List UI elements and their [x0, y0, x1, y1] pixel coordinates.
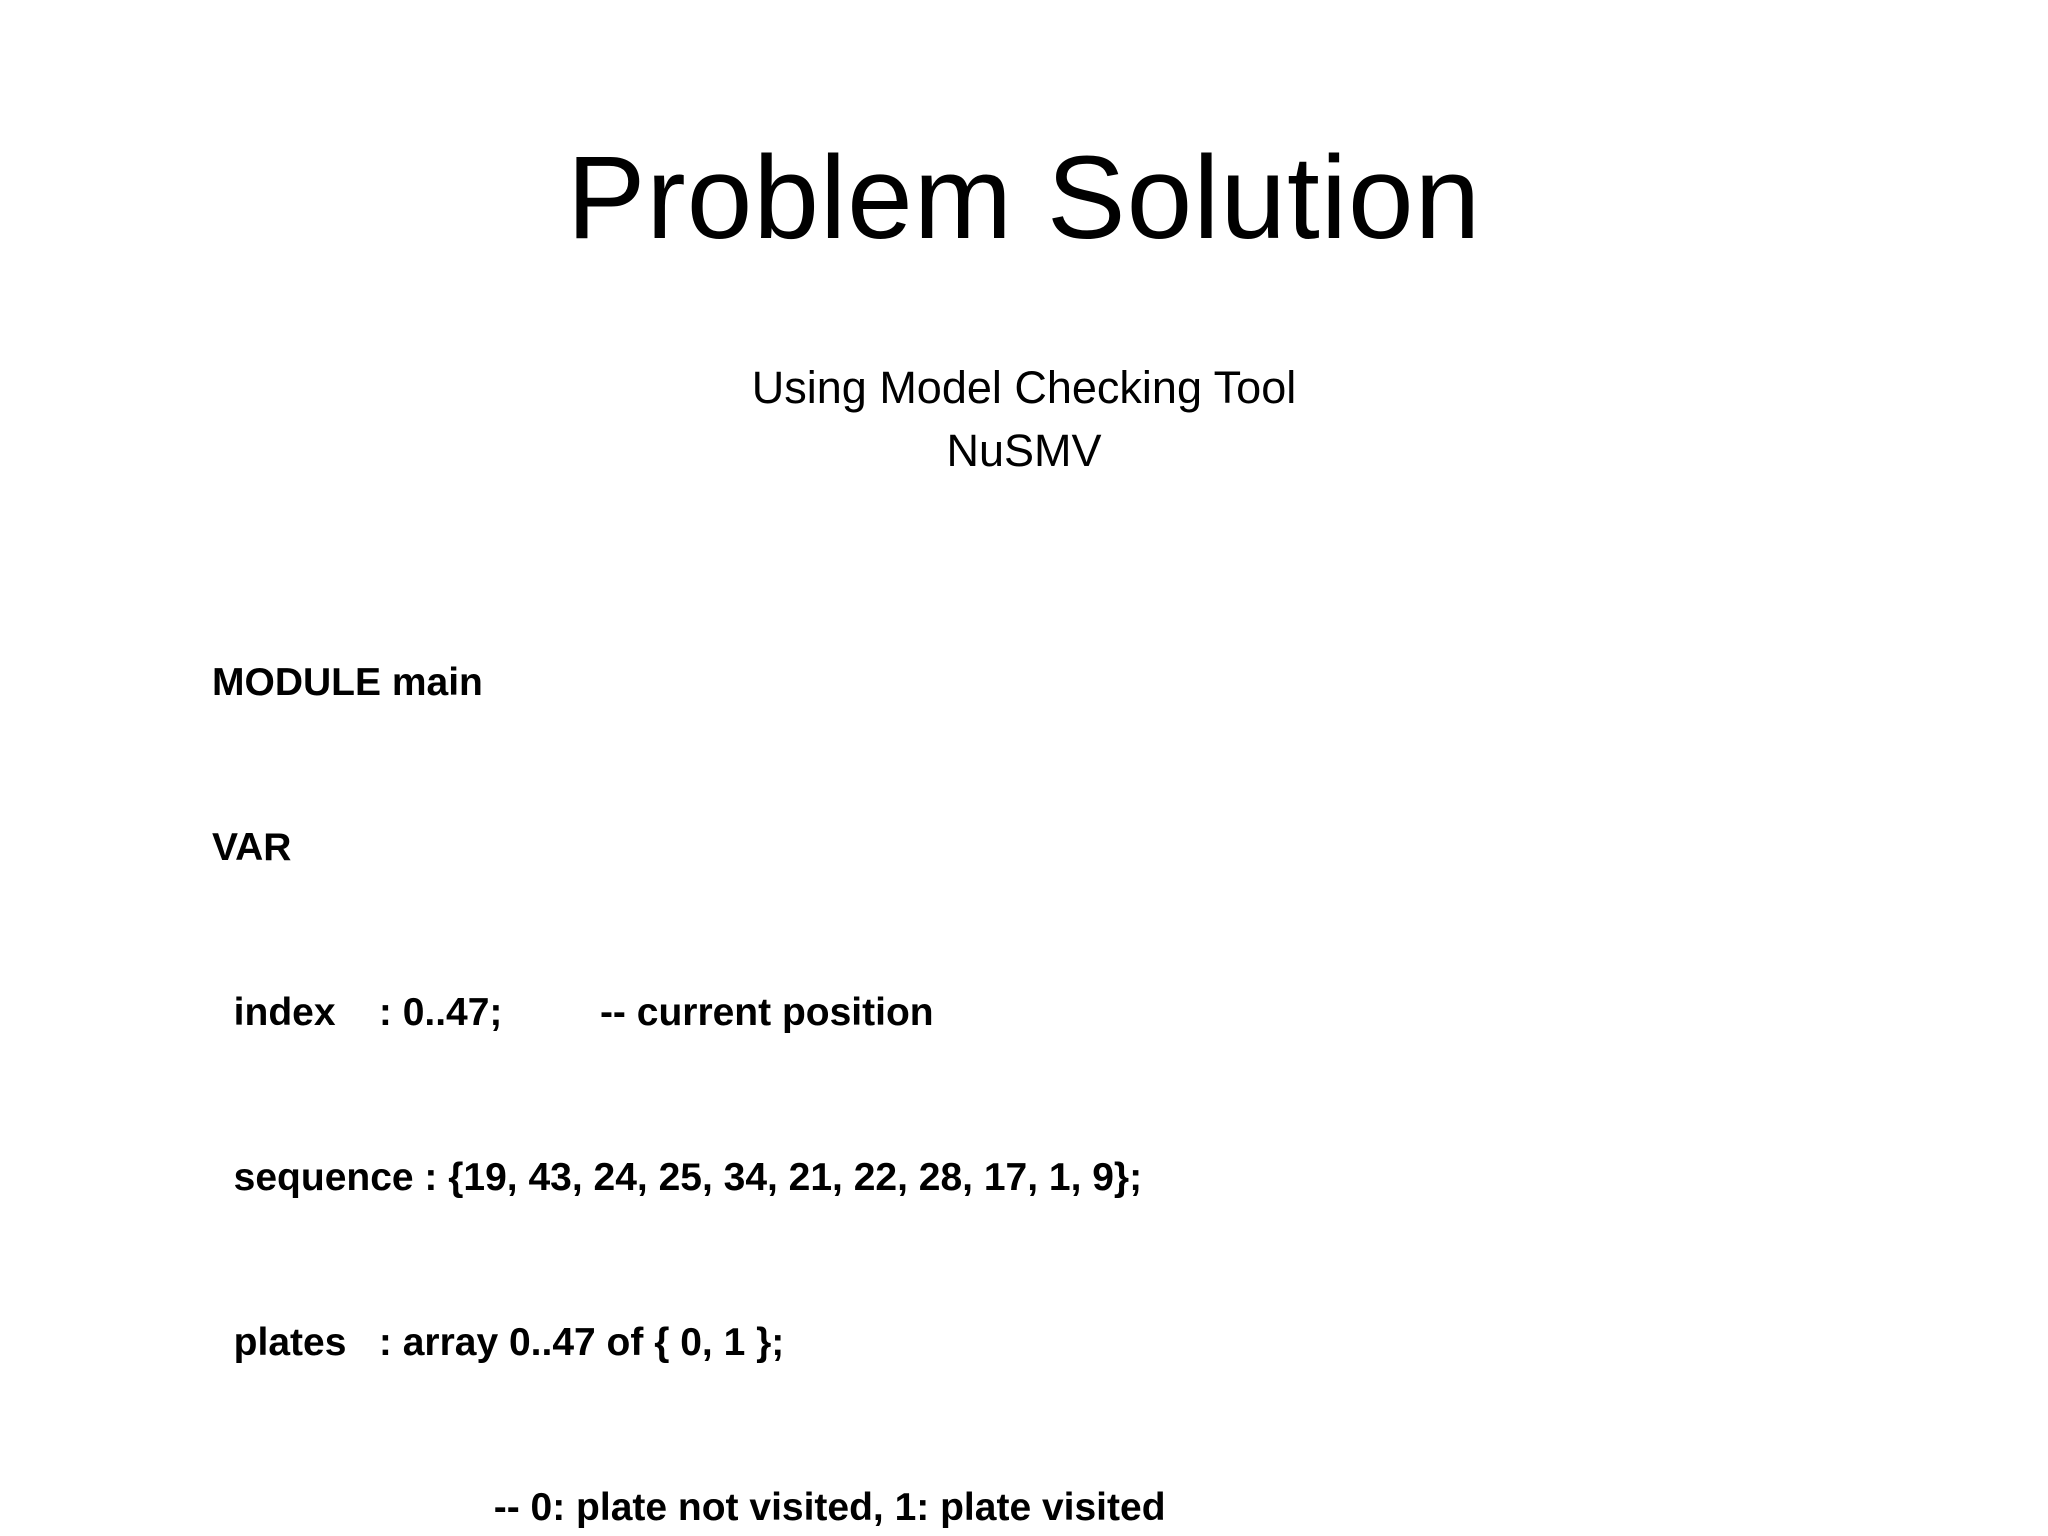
code-line-index: index : 0..47; -- current position [212, 991, 934, 1034]
subtitle-line-tool: Using Model Checking Tool [751, 362, 1297, 413]
slide-subtitle [0, 356, 2048, 482]
code-line-var: VAR [212, 826, 292, 869]
code-line-sequence: sequence : {19, 43, 24, 25, 34, 21, 22, 28, 17, 1, 9}; [212, 1156, 1143, 1199]
code-block [212, 545, 1166, 1536]
code-line-comment: -- 0: plate not visited, 1: plate visited [212, 1486, 1166, 1529]
code-line-module: MODULE main [212, 661, 483, 704]
code-line-plates: plates : array 0..47 of { 0, 1 }; [212, 1321, 785, 1364]
slide-title: Problem Solution [566, 132, 1482, 264]
subtitle-line-nusmv: NuSMV [946, 425, 1102, 476]
